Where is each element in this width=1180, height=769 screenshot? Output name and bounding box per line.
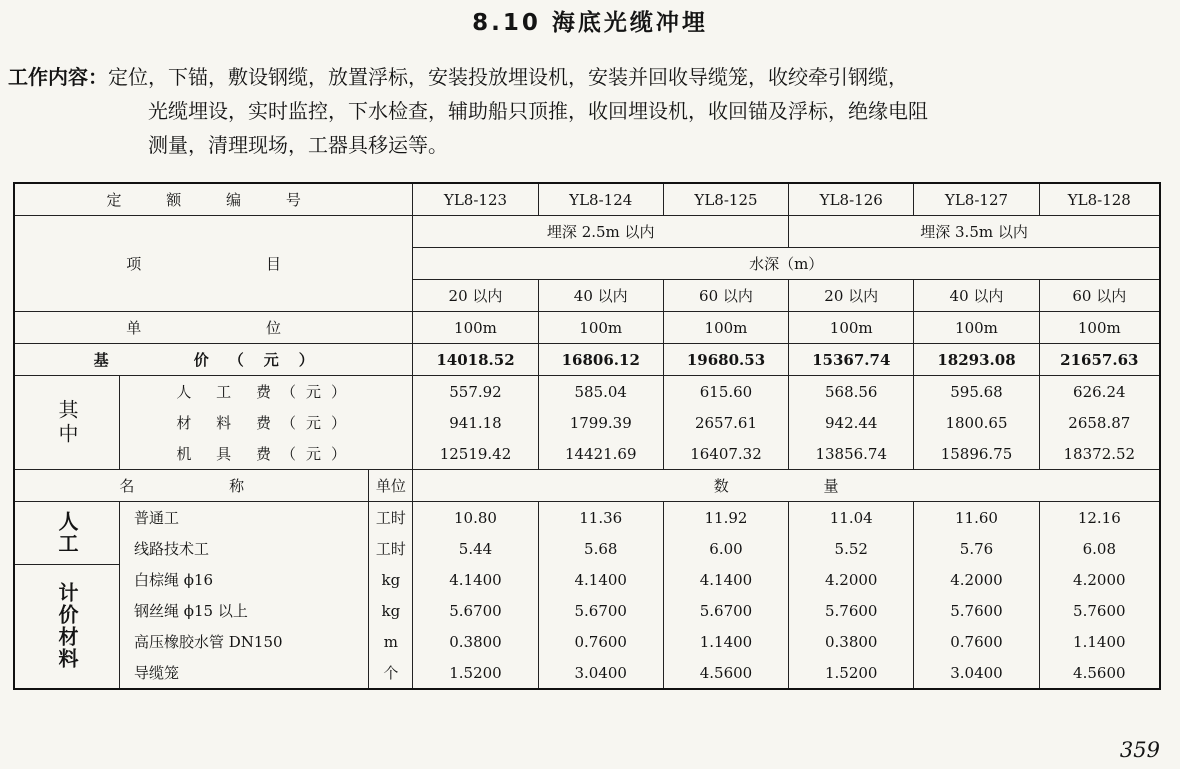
resource-value-cell: 5.6700: [538, 595, 663, 626]
work-line-2: 光缆埋设，实时监控，下水检查，辅助船只顶推，收回埋设机，收回锚及浮标，绝缘电阻: [148, 99, 928, 123]
cost-value-cell: 568.56: [789, 376, 914, 408]
cost-row: [14, 438, 1160, 470]
resource-value-cell: 12.16: [1039, 502, 1160, 534]
resource-unit: m: [369, 626, 413, 657]
cost-value-cell: 2657.61: [663, 407, 788, 438]
code-cell: YL8-126: [789, 183, 914, 216]
base-price-row: [14, 344, 1160, 376]
code-label: 定 额 编 号: [14, 183, 413, 216]
base-price-cell: 19680.53: [663, 344, 788, 376]
code-cell: YL8-128: [1039, 183, 1160, 216]
resource-row: [14, 502, 1160, 534]
resource-name: 白棕绳 ϕ16: [120, 564, 369, 595]
depth-group-2: 埋深 3.5m 以内: [789, 216, 1160, 248]
cost-value-cell: 626.24: [1039, 376, 1160, 408]
resource-unit: 工时: [369, 502, 413, 534]
resource-unit: 个: [369, 657, 413, 689]
resource-value-cell: 0.3800: [789, 626, 914, 657]
unit-cell: 100m: [663, 312, 788, 344]
base-price-cell: 16806.12: [538, 344, 663, 376]
cost-value-cell: 18372.52: [1039, 438, 1160, 470]
unit-cell: 100m: [789, 312, 914, 344]
base-price-cell: 15367.74: [789, 344, 914, 376]
cost-value-cell: 585.04: [538, 376, 663, 408]
cost-value-cell: 2658.87: [1039, 407, 1160, 438]
cost-row: [14, 376, 1160, 408]
resource-value-cell: 4.2000: [789, 564, 914, 595]
unit-cell: 100m: [1039, 312, 1160, 344]
unit-col-label: 单位: [369, 470, 413, 502]
resource-value-cell: 0.7600: [538, 626, 663, 657]
resource-value-cell: 11.36: [538, 502, 663, 534]
resource-value-cell: 4.1400: [413, 564, 538, 595]
work-text-1: 定位，下锚，敷设钢缆，放置浮标，安装投放埋设机，安装并回收导缆笼，收绞牵引钢缆，: [108, 65, 908, 89]
cost-value-cell: 14421.69: [538, 438, 663, 470]
resource-row: [14, 564, 1160, 595]
resource-unit: kg: [369, 595, 413, 626]
cost-label: 机 具 费（元）: [120, 438, 413, 470]
resource-value-cell: 5.7600: [914, 595, 1039, 626]
resource-value-cell: 11.92: [663, 502, 788, 534]
water-depth-cell: 20 以内: [413, 280, 538, 312]
resource-value-cell: 1.5200: [789, 657, 914, 689]
resource-value-cell: 6.00: [663, 533, 788, 564]
resource-value-cell: 5.76: [914, 533, 1039, 564]
resource-value-cell: 4.2000: [1039, 564, 1160, 595]
resource-row: [14, 657, 1160, 689]
cost-label: 人 工 费（元）: [120, 376, 413, 408]
cost-value-cell: 615.60: [663, 376, 788, 408]
resource-value-cell: 5.7600: [789, 595, 914, 626]
depth-group-1: 埋深 2.5m 以内: [413, 216, 789, 248]
cost-value-cell: 15896.75: [914, 438, 1039, 470]
quantity-label: 数 量: [413, 470, 1160, 502]
unit-label: 单 位: [14, 312, 413, 344]
code-row: [14, 183, 1160, 216]
resource-row: [14, 533, 1160, 564]
material-group-label: 计价材料: [14, 564, 120, 689]
cost-value-cell: 1800.65: [914, 407, 1039, 438]
resource-name: 导缆笼: [120, 657, 369, 689]
resource-value-cell: 5.7600: [1039, 595, 1160, 626]
name-label: 名 称: [14, 470, 369, 502]
resource-value-cell: 10.80: [413, 502, 538, 534]
resource-value-cell: 5.68: [538, 533, 663, 564]
cost-value-cell: 557.92: [413, 376, 538, 408]
unit-cell: 100m: [413, 312, 538, 344]
cost-value-cell: 12519.42: [413, 438, 538, 470]
quota-table: [13, 182, 1161, 690]
code-cell: YL8-123: [413, 183, 538, 216]
cost-label: 材 料 费（元）: [120, 407, 413, 438]
unit-cell: 100m: [538, 312, 663, 344]
resource-name: 线路技术工: [120, 533, 369, 564]
resource-value-cell: 4.5600: [663, 657, 788, 689]
cost-row: [14, 407, 1160, 438]
resource-value-cell: 4.1400: [538, 564, 663, 595]
code-cell: YL8-124: [538, 183, 663, 216]
code-cell: YL8-125: [663, 183, 788, 216]
resource-value-cell: 11.04: [789, 502, 914, 534]
section-title: 8.10 海底光缆冲埋: [472, 10, 708, 36]
resource-unit: kg: [369, 564, 413, 595]
base-price-label: 基 价（元）: [14, 344, 413, 376]
quantity-header-row: [14, 470, 1160, 502]
cost-value-cell: 942.44: [789, 407, 914, 438]
resource-value-cell: 5.6700: [663, 595, 788, 626]
resource-value-cell: 5.52: [789, 533, 914, 564]
work-content-label: 工作内容：: [8, 65, 108, 89]
resource-name: 普通工: [120, 502, 369, 534]
cost-value-cell: 13856.74: [789, 438, 914, 470]
resource-unit: 工时: [369, 533, 413, 564]
resource-value-cell: 3.0400: [914, 657, 1039, 689]
base-price-cell: 18293.08: [914, 344, 1039, 376]
resource-name: 高压橡胶水管 DN150: [120, 626, 369, 657]
water-depth-cell: 40 以内: [914, 280, 1039, 312]
resource-value-cell: 1.1400: [663, 626, 788, 657]
of-which-label: 其中: [14, 376, 120, 470]
resource-name: 钢丝绳 ϕ15 以上: [120, 595, 369, 626]
resource-value-cell: 4.5600: [1039, 657, 1160, 689]
resource-value-cell: 0.3800: [413, 626, 538, 657]
base-price-cell: 14018.52: [413, 344, 538, 376]
depth-group-row: [14, 216, 1160, 248]
labor-group-label: 人工: [14, 502, 120, 565]
cost-value-cell: 941.18: [413, 407, 538, 438]
resource-value-cell: 5.6700: [413, 595, 538, 626]
item-label: 项 目: [14, 216, 413, 312]
water-depth-cell: 40 以内: [538, 280, 663, 312]
unit-row: [14, 312, 1160, 344]
cost-value-cell: 595.68: [914, 376, 1039, 408]
resource-value-cell: 1.1400: [1039, 626, 1160, 657]
resource-value-cell: 1.5200: [413, 657, 538, 689]
work-line-3: 测量，清理现场，工器具移运等。: [148, 133, 448, 157]
work-line-1: [8, 60, 1176, 94]
resource-value-cell: 5.44: [413, 533, 538, 564]
cost-value-cell: 16407.32: [663, 438, 788, 470]
code-cell: YL8-127: [914, 183, 1039, 216]
water-depth-cell: 60 以内: [663, 280, 788, 312]
resource-value-cell: 11.60: [914, 502, 1039, 534]
resource-row: [14, 595, 1160, 626]
work-content: [8, 60, 1176, 162]
water-depth-cell: 20 以内: [789, 280, 914, 312]
page-number: 359: [1119, 738, 1160, 762]
cost-value-cell: 1799.39: [538, 407, 663, 438]
water-depth-label: 水深（m）: [413, 248, 1160, 280]
resource-value-cell: 3.0400: [538, 657, 663, 689]
unit-cell: 100m: [914, 312, 1039, 344]
base-price-cell: 21657.63: [1039, 344, 1160, 376]
resource-value-cell: 0.7600: [914, 626, 1039, 657]
resource-value-cell: 6.08: [1039, 533, 1160, 564]
resource-value-cell: 4.2000: [914, 564, 1039, 595]
resource-value-cell: 4.1400: [663, 564, 788, 595]
water-depth-cell: 60 以内: [1039, 280, 1160, 312]
resource-row: [14, 626, 1160, 657]
